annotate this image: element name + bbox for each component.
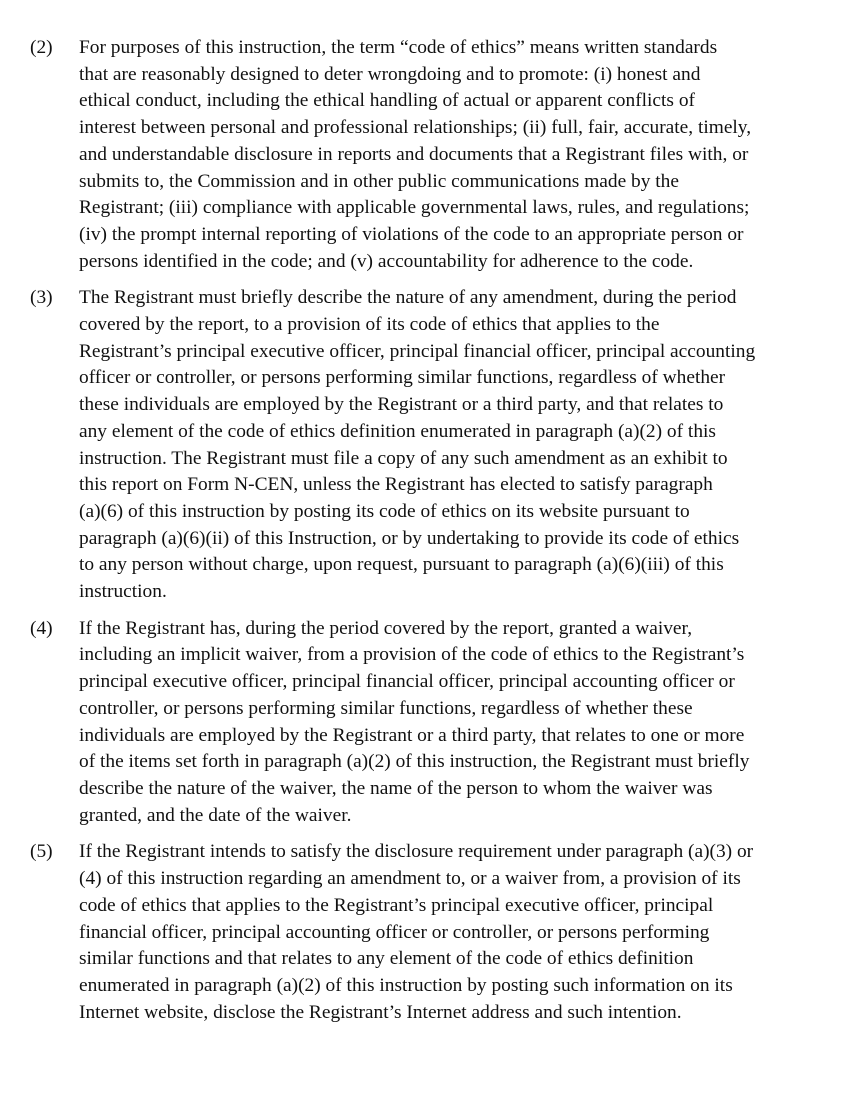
- paragraph-line: Internet website, disclose the Registrant’s Internet address and such intention.: [79, 1001, 682, 1023]
- paragraph-number: (2): [30, 37, 53, 58]
- numbered-paragraph: [30, 616, 832, 830]
- paragraph-line: persons identified in the code; and (v) accountability for adherence to the code.: [79, 250, 694, 272]
- paragraph-line: (a)(6) of this instruction by posting its code of ethics on its website pursuant to: [79, 500, 690, 522]
- paragraph-line: ethical conduct, including the ethical handling of actual or apparent conflicts of: [79, 90, 695, 112]
- paragraph-line: these individuals are employed by the Registrant or a third party, and that relates to: [79, 394, 724, 416]
- paragraph-line: interest between personal and professional relationships; (ii) full, fair, accurate, timely,: [79, 117, 752, 139]
- paragraph-number: (3): [30, 287, 53, 309]
- paragraph-line: similar functions and that relates to any element of the code of ethics definition: [79, 948, 694, 970]
- paragraph-line: instruction.: [79, 581, 167, 603]
- paragraph-line: Registrant; (iii) compliance with applicable governmental laws, rules, and regulations;: [79, 197, 750, 219]
- paragraph-line: this report on Form N-CEN, unless the Registrant has elected to satisfy paragraph: [79, 474, 713, 496]
- numbered-paragraph: [30, 35, 832, 275]
- paragraph-text: [79, 285, 832, 605]
- paragraph-text: [79, 839, 832, 1026]
- paragraph-line: enumerated in paragraph (a)(2) of this instruction by posting such information on its: [79, 974, 733, 996]
- paragraph-line: covered by the report, to a provision of its code of ethics that applies to the: [79, 314, 660, 336]
- paragraph-line: For purposes of this instruction, the term “code of ethics” means written standards: [79, 37, 718, 58]
- paragraph-line: If the Registrant intends to satisfy the disclosure requirement under paragraph (a)(3) or: [79, 841, 754, 863]
- paragraph-text: [79, 616, 832, 830]
- paragraph-line: instruction. The Registrant must file a copy of any such amendment as an exhibit to: [79, 447, 728, 469]
- numbered-paragraph: [30, 285, 832, 605]
- paragraph-line: that are reasonably designed to deter wrongdoing and to promote: (i) honest and: [79, 63, 701, 85]
- paragraph-line: The Registrant must briefly describe the nature of any amendment, during the period: [79, 287, 737, 309]
- paragraph-line: controller, or persons performing similar functions, regardless of whether these: [79, 697, 693, 719]
- paragraph-line: describe the nature of the waiver, the name of the person to whom the waiver was: [79, 777, 713, 799]
- paragraph-line: to any person without charge, upon request, pursuant to paragraph (a)(6)(iii) of this: [79, 554, 724, 576]
- paragraph-line: any element of the code of ethics definition enumerated in paragraph (a)(2) of this: [79, 420, 716, 442]
- paragraph-text: [79, 35, 832, 275]
- paragraph-number: (4): [30, 617, 53, 639]
- paragraph-line: and understandable disclosure in reports and documents that a Registrant files with, or: [79, 143, 749, 165]
- numbered-paragraph: [30, 839, 832, 1026]
- paragraph-line: financial officer, principal accounting officer or controller, or persons performing: [79, 921, 710, 943]
- paragraph-line: submits to, the Commission and in other public communications made by the: [79, 170, 679, 192]
- paragraph-line: paragraph (a)(6)(ii) of this Instruction, or by undertaking to provide its code of ethics: [79, 527, 740, 549]
- numbered-paragraph-list: [30, 35, 832, 1026]
- paragraph-number: (5): [30, 841, 53, 863]
- paragraph-line: code of ethics that applies to the Registrant’s principal executive officer, principal: [79, 894, 714, 916]
- paragraph-line: granted, and the date of the waiver.: [79, 804, 352, 826]
- paragraph-line: individuals are employed by the Registrant or a third party, that relates to one or more: [79, 724, 745, 746]
- paragraph-line: officer or controller, or persons performing similar functions, regardless of whether: [79, 367, 726, 389]
- paragraph-line: Registrant’s principal executive officer, principal financial officer, principal accounting: [79, 340, 756, 362]
- paragraph-line: principal executive officer, principal financial officer, principal accounting officer or: [79, 671, 735, 693]
- paragraph-line: If the Registrant has, during the period covered by the report, granted a waiver,: [79, 617, 693, 639]
- paragraph-line: (4) of this instruction regarding an amendment to, or a waiver from, a provision of its: [79, 868, 741, 890]
- paragraph-line: including an implicit waiver, from a provision of the code of ethics to the Registrant’s: [79, 644, 745, 666]
- paragraph-line: of the items set forth in paragraph (a)(2) of this instruction, the Registrant must briefly: [79, 751, 750, 773]
- paragraph-line: (iv) the prompt internal reporting of violations of the code to an appropriate person or: [79, 223, 744, 245]
